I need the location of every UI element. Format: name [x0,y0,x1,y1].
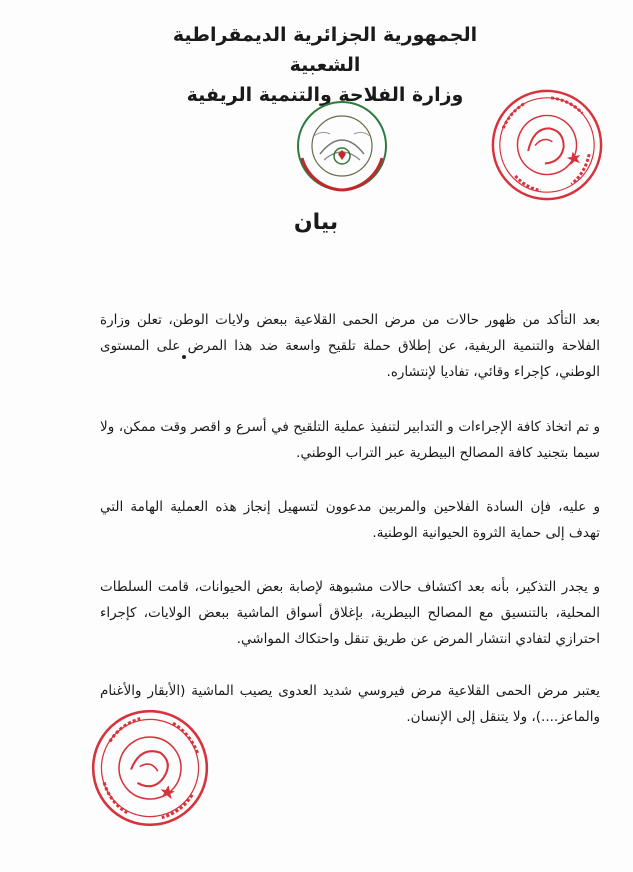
ministry-emblem-icon [292,96,392,196]
paragraph-4: و يجدر التذكير، بأنه بعد اكتشاف حالات مشبوهة لإصابة بعض الحيوانات، قامت السلطات المحلية، بالتنسيق مع المصالح البيطرية، بإغلاق أسواق الماشية ببعض الولايات، كإجراء احترازي لتفادي انتشار المرض عن طريق تنقل واحتكاك المواشي. [100,578,600,647]
paragraph-3: و عليه، فإن السادة الفلاحين والمربين مدعوون لتسهيل إنجاز هذه العملية الهامة التي تهدف إلى حماية الثروة الحيوانية الوطنية. [100,498,600,541]
republic-name: الجمهورية الجزائرية الديمقراطية الشعبية [172,24,478,76]
official-stamp-icon [80,698,220,838]
paragraph-1: بعد التأكد من ظهور حالات من مرض الحمى القلاعية ببعض ولايات الوطن، تعلن وزارة الفلاحة والتنمية الريفية، عن إطلاق حملة تلقيح واسعة ضد هذا المرض على المستوى الوطني، كإجراء وقائي، تفاديا لإنتشاره. [100,311,600,380]
document-title: بيان [293,210,339,235]
ministry-name: وزارة الفلاحة والتنمية الريفية [186,84,464,106]
ink-dot [182,355,186,359]
paragraph-5: يعتبر مرض الحمى القلاعية مرض فيروسي شديد العدوى يصيب الماشية (الأبقار والأغنام والماعز....)، ولا يتنقل إلى الإنسان. [100,682,600,725]
paragraph-2: و تم اتخاذ كافة الإجراءات و التدابير لتنفيذ عملية التلقيح في أسرع و اقصر وقت ممكن، ولا سيما بتجنيد كافة المصالح البيطرية عبر التراب الوطني. [100,418,600,461]
official-stamp-icon [477,75,617,215]
